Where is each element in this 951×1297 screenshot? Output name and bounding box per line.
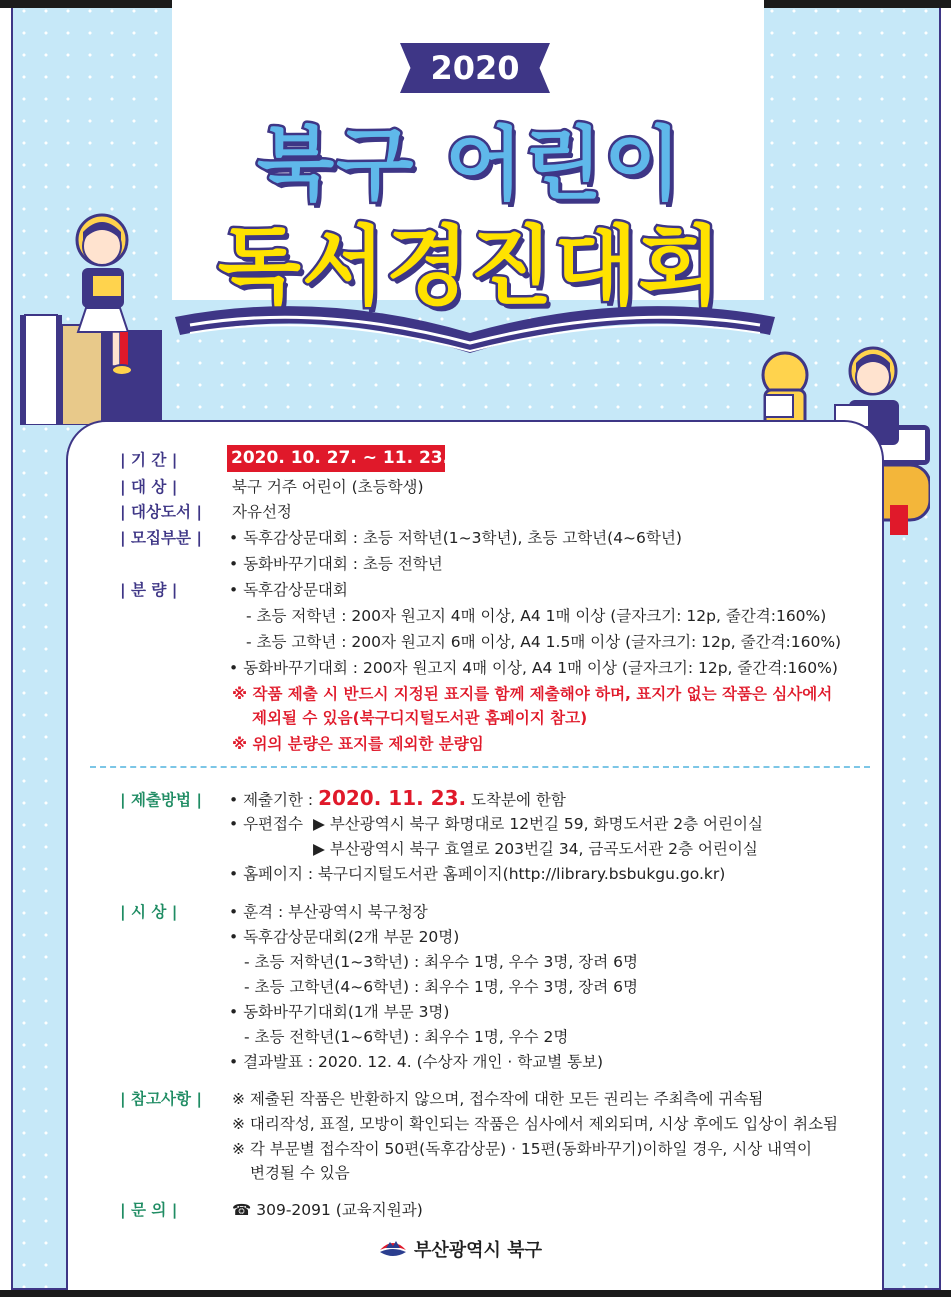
length-note: ※ 작품 제출 시 반드시 지정된 표지를 함께 제출해야 하며, 표지가 없는 작품은 심사에서 bbox=[232, 685, 833, 703]
title-line1: 북구 어린이 bbox=[256, 118, 684, 211]
title-line2: 독서경진대회 bbox=[217, 217, 723, 317]
categories-item: • 동화바꾸기대회 : 초등 전학년 bbox=[229, 555, 443, 573]
length-note: 제외될 수 있음(북구디지털도서관 홈페이지 참고) bbox=[252, 709, 588, 727]
label-length: | 분 량 | bbox=[120, 581, 178, 599]
length-line: • 독후감상문대회 bbox=[229, 581, 348, 599]
label-submission: | 제출방법 | bbox=[120, 791, 203, 809]
awards-line: • 독후감상문대회(2개 부문 20명) bbox=[229, 928, 460, 946]
contact-value: ☎ 309-2091 (교육지원과) bbox=[232, 1201, 423, 1219]
length-line: - 초등 저학년 : 200자 원고지 4매 이상, A4 1매 이상 (글자크기: 12p, 줄간격:160%) bbox=[246, 607, 827, 625]
awards-line: - 초등 저학년(1~3학년) : 최우수 1명, 우수 3명, 장려 6명 bbox=[244, 953, 638, 971]
books-value: 자유선정 bbox=[232, 503, 292, 521]
year-label: 2020 bbox=[430, 49, 520, 87]
label-period: | 기 간 | bbox=[120, 451, 178, 469]
notes-line: ※ 제출된 작품은 반환하지 않으며, 접수작에 대한 모든 권리는 주최측에 귀속됨 bbox=[232, 1090, 764, 1108]
footer-org: 부산광역시 북구 bbox=[414, 1240, 542, 1261]
length-line: • 동화바꾸기대회 : 200자 원고지 4매 이상, A4 1매 이상 (글자크기: 12p, 줄간격:160%) bbox=[229, 659, 838, 677]
label-target: | 대 상 | bbox=[120, 478, 178, 496]
notes-line: ※ 각 부문별 접수작이 50편(독후감상문) · 15편(동화바꾸기)이하일 경우, 시상 내역이 bbox=[232, 1140, 813, 1158]
submission-deadline bbox=[229, 786, 566, 810]
mail-prefix: • 우편접수 bbox=[229, 815, 303, 833]
label-awards: | 시 상 | bbox=[120, 903, 178, 921]
girl-reading-icon bbox=[20, 210, 170, 425]
open-book-icon bbox=[170, 295, 780, 385]
mail-address: ▶ 부산광역시 북구 화명대로 12번길 59, 화명도서관 2층 어린이실 bbox=[313, 815, 763, 833]
label-books: | 대상도서 | bbox=[120, 503, 203, 521]
notes-line: ※ 대리작성, 표절, 모방이 확인되는 작품은 심사에서 제외되며, 시상 후에도 입상이 취소됨 bbox=[232, 1115, 839, 1133]
awards-line: - 초등 전학년(1~6학년) : 최우수 1명, 우수 2명 bbox=[244, 1028, 569, 1046]
label-notes: | 참고사항 | bbox=[120, 1090, 203, 1108]
deadline-suffix: 도착분에 한함 bbox=[471, 791, 566, 809]
busan-bukgu-logo-icon bbox=[378, 1234, 408, 1260]
notes-line: 변경될 수 있음 bbox=[250, 1164, 350, 1182]
categories-item: • 독후감상문대회 : 초등 저학년(1~3학년), 초등 고학년(4~6학년) bbox=[229, 529, 682, 547]
homepage-line: • 홈페이지 : 북구디지털도서관 홈페이지(http://library.bsbukgu.go.kr) bbox=[229, 865, 726, 883]
length-note: ※ 위의 분량은 표지를 제외한 분량임 bbox=[232, 735, 484, 753]
awards-line: - 초등 고학년(4~6학년) : 최우수 1명, 우수 3명, 장려 6명 bbox=[244, 978, 638, 996]
bottom-edge bbox=[0, 1290, 951, 1297]
awards-line: • 동화바꾸기대회(1개 부문 3명) bbox=[229, 1003, 450, 1021]
label-contact: | 문 의 | bbox=[120, 1201, 178, 1219]
label-categories: | 모집부분 | bbox=[120, 529, 203, 547]
deadline-date: 2020. 11. 23. bbox=[318, 786, 467, 810]
target-value: 북구 거주 어린이 (초등학생) bbox=[232, 478, 424, 496]
deadline-prefix: • 제출기한 : bbox=[229, 791, 314, 809]
awards-line: • 결과발표 : 2020. 12. 4. (수상자 개인 · 학교별 통보) bbox=[229, 1053, 604, 1071]
length-line: - 초등 고학년 : 200자 원고지 6매 이상, A4 1.5매 이상 (글자크기: 12p, 줄간격:160%) bbox=[246, 633, 842, 651]
section-divider bbox=[90, 766, 870, 768]
mail-address: ▶ 부산광역시 북구 효열로 203번길 34, 금곡도서관 2층 어린이실 bbox=[313, 840, 758, 858]
period-value: 2020. 10. 27. ~ 11. 23. bbox=[227, 445, 445, 472]
awards-line: • 훈격 : 부산광역시 북구청장 bbox=[229, 903, 428, 921]
